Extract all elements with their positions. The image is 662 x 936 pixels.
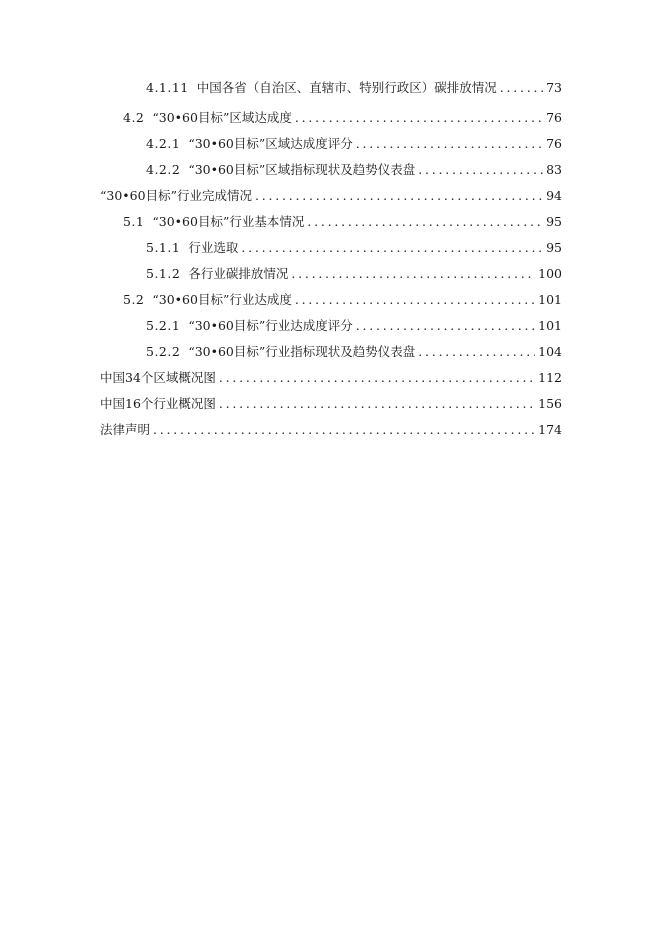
toc-entry-5-2-1[interactable]: [146, 316, 562, 336]
toc-entry-number: 5.2.1: [146, 318, 181, 333]
toc-leader-dots: [291, 264, 535, 284]
toc-entry-title: “30•60目标”行业达成度: [152, 292, 292, 307]
toc-entry-industry-completion[interactable]: [100, 186, 562, 206]
toc-entry-number: 4.2: [123, 110, 145, 125]
toc-entry-title: 各行业碳排放情况: [188, 266, 289, 281]
toc-leader-dots: [219, 368, 535, 388]
toc-entry-5-1-2[interactable]: [146, 264, 562, 284]
toc-entry-page: 174: [538, 422, 562, 437]
toc-entry-industry-overview[interactable]: [100, 394, 562, 414]
toc-leader-dots: [418, 342, 535, 362]
toc-entry-4-2[interactable]: [123, 108, 562, 128]
toc-entry-title: 法律声明: [100, 422, 151, 437]
toc-entry-page: 76: [546, 136, 562, 151]
toc-entry-number: 5.1.1: [146, 240, 181, 255]
toc-entry-5-1[interactable]: [123, 212, 562, 232]
toc-leader-dots: [307, 212, 543, 232]
toc-entry-title: 行业选取: [188, 240, 239, 255]
toc-entry-title: “30•60目标”区域达成度: [152, 110, 292, 125]
toc-entry-number: 4.2.1: [146, 136, 181, 151]
toc-entry-title: “30•60目标”行业基本情况: [152, 214, 305, 229]
toc-entry-page: 101: [538, 318, 562, 333]
toc-entry-legal-notice[interactable]: [100, 420, 562, 440]
toc-entry-region-overview[interactable]: [100, 368, 562, 388]
toc-leader-dots: [295, 108, 543, 128]
toc-entry-number: 5.2: [123, 292, 145, 307]
toc-entry-5-2[interactable]: [123, 290, 562, 310]
toc-entry-number: 5.2.2: [146, 344, 181, 359]
toc-leader-dots: [500, 78, 543, 98]
toc-leader-dots: [418, 160, 543, 180]
toc-entry-page: 76: [546, 110, 562, 125]
toc-entry-page: 101: [538, 292, 562, 307]
toc-entry-page: 95: [546, 214, 562, 229]
toc-entry-5-2-2[interactable]: [146, 342, 562, 362]
toc-leader-dots: [241, 238, 543, 258]
toc-entry-title: “30•60目标”行业完成情况: [100, 188, 252, 203]
toc-entry-4-1-11[interactable]: [146, 78, 562, 98]
toc-entry-title: “30•60目标”区域指标现状及趋势仪表盘: [188, 162, 416, 177]
toc-entry-number: 4.1.11: [146, 80, 189, 95]
toc-entry-number: 4.2.2: [146, 162, 181, 177]
toc-entry-page: 104: [538, 344, 562, 359]
toc-leader-dots: [255, 186, 543, 206]
toc-entry-page: 100: [538, 266, 562, 281]
toc-entry-title: “30•60目标”区域达成度评分: [188, 136, 353, 151]
toc-entry-4-2-2[interactable]: [146, 160, 562, 180]
toc-entry-page: 95: [546, 240, 562, 255]
toc-leader-dots: [356, 316, 535, 336]
toc-entry-page: 83: [546, 162, 562, 177]
toc-entry-5-1-1[interactable]: [146, 238, 562, 258]
toc-entry-number: 5.1: [123, 214, 145, 229]
toc-entry-page: 156: [538, 396, 562, 411]
toc-leader-dots: [153, 420, 535, 440]
toc-entry-title: “30•60目标”行业指标现状及趋势仪表盘: [188, 344, 416, 359]
toc-entry-page: 73: [546, 80, 562, 95]
toc-leader-dots: [219, 394, 535, 414]
toc-entry-4-2-1[interactable]: [146, 134, 562, 154]
toc-entry-page: 112: [538, 370, 562, 385]
toc-entry-title: 中国各省（自治区、直辖市、特别行政区）碳排放情况: [196, 80, 497, 95]
toc-leader-dots: [356, 134, 543, 154]
toc-entry-title: 中国34个区域概况图: [100, 370, 216, 385]
toc-entry-title: “30•60目标”行业达成度评分: [188, 318, 353, 333]
toc-leader-dots: [295, 290, 535, 310]
toc-entry-number: 5.1.2: [146, 266, 181, 281]
toc-entry-page: 94: [546, 188, 562, 203]
toc-entry-title: 中国16个行业概况图: [100, 396, 216, 411]
